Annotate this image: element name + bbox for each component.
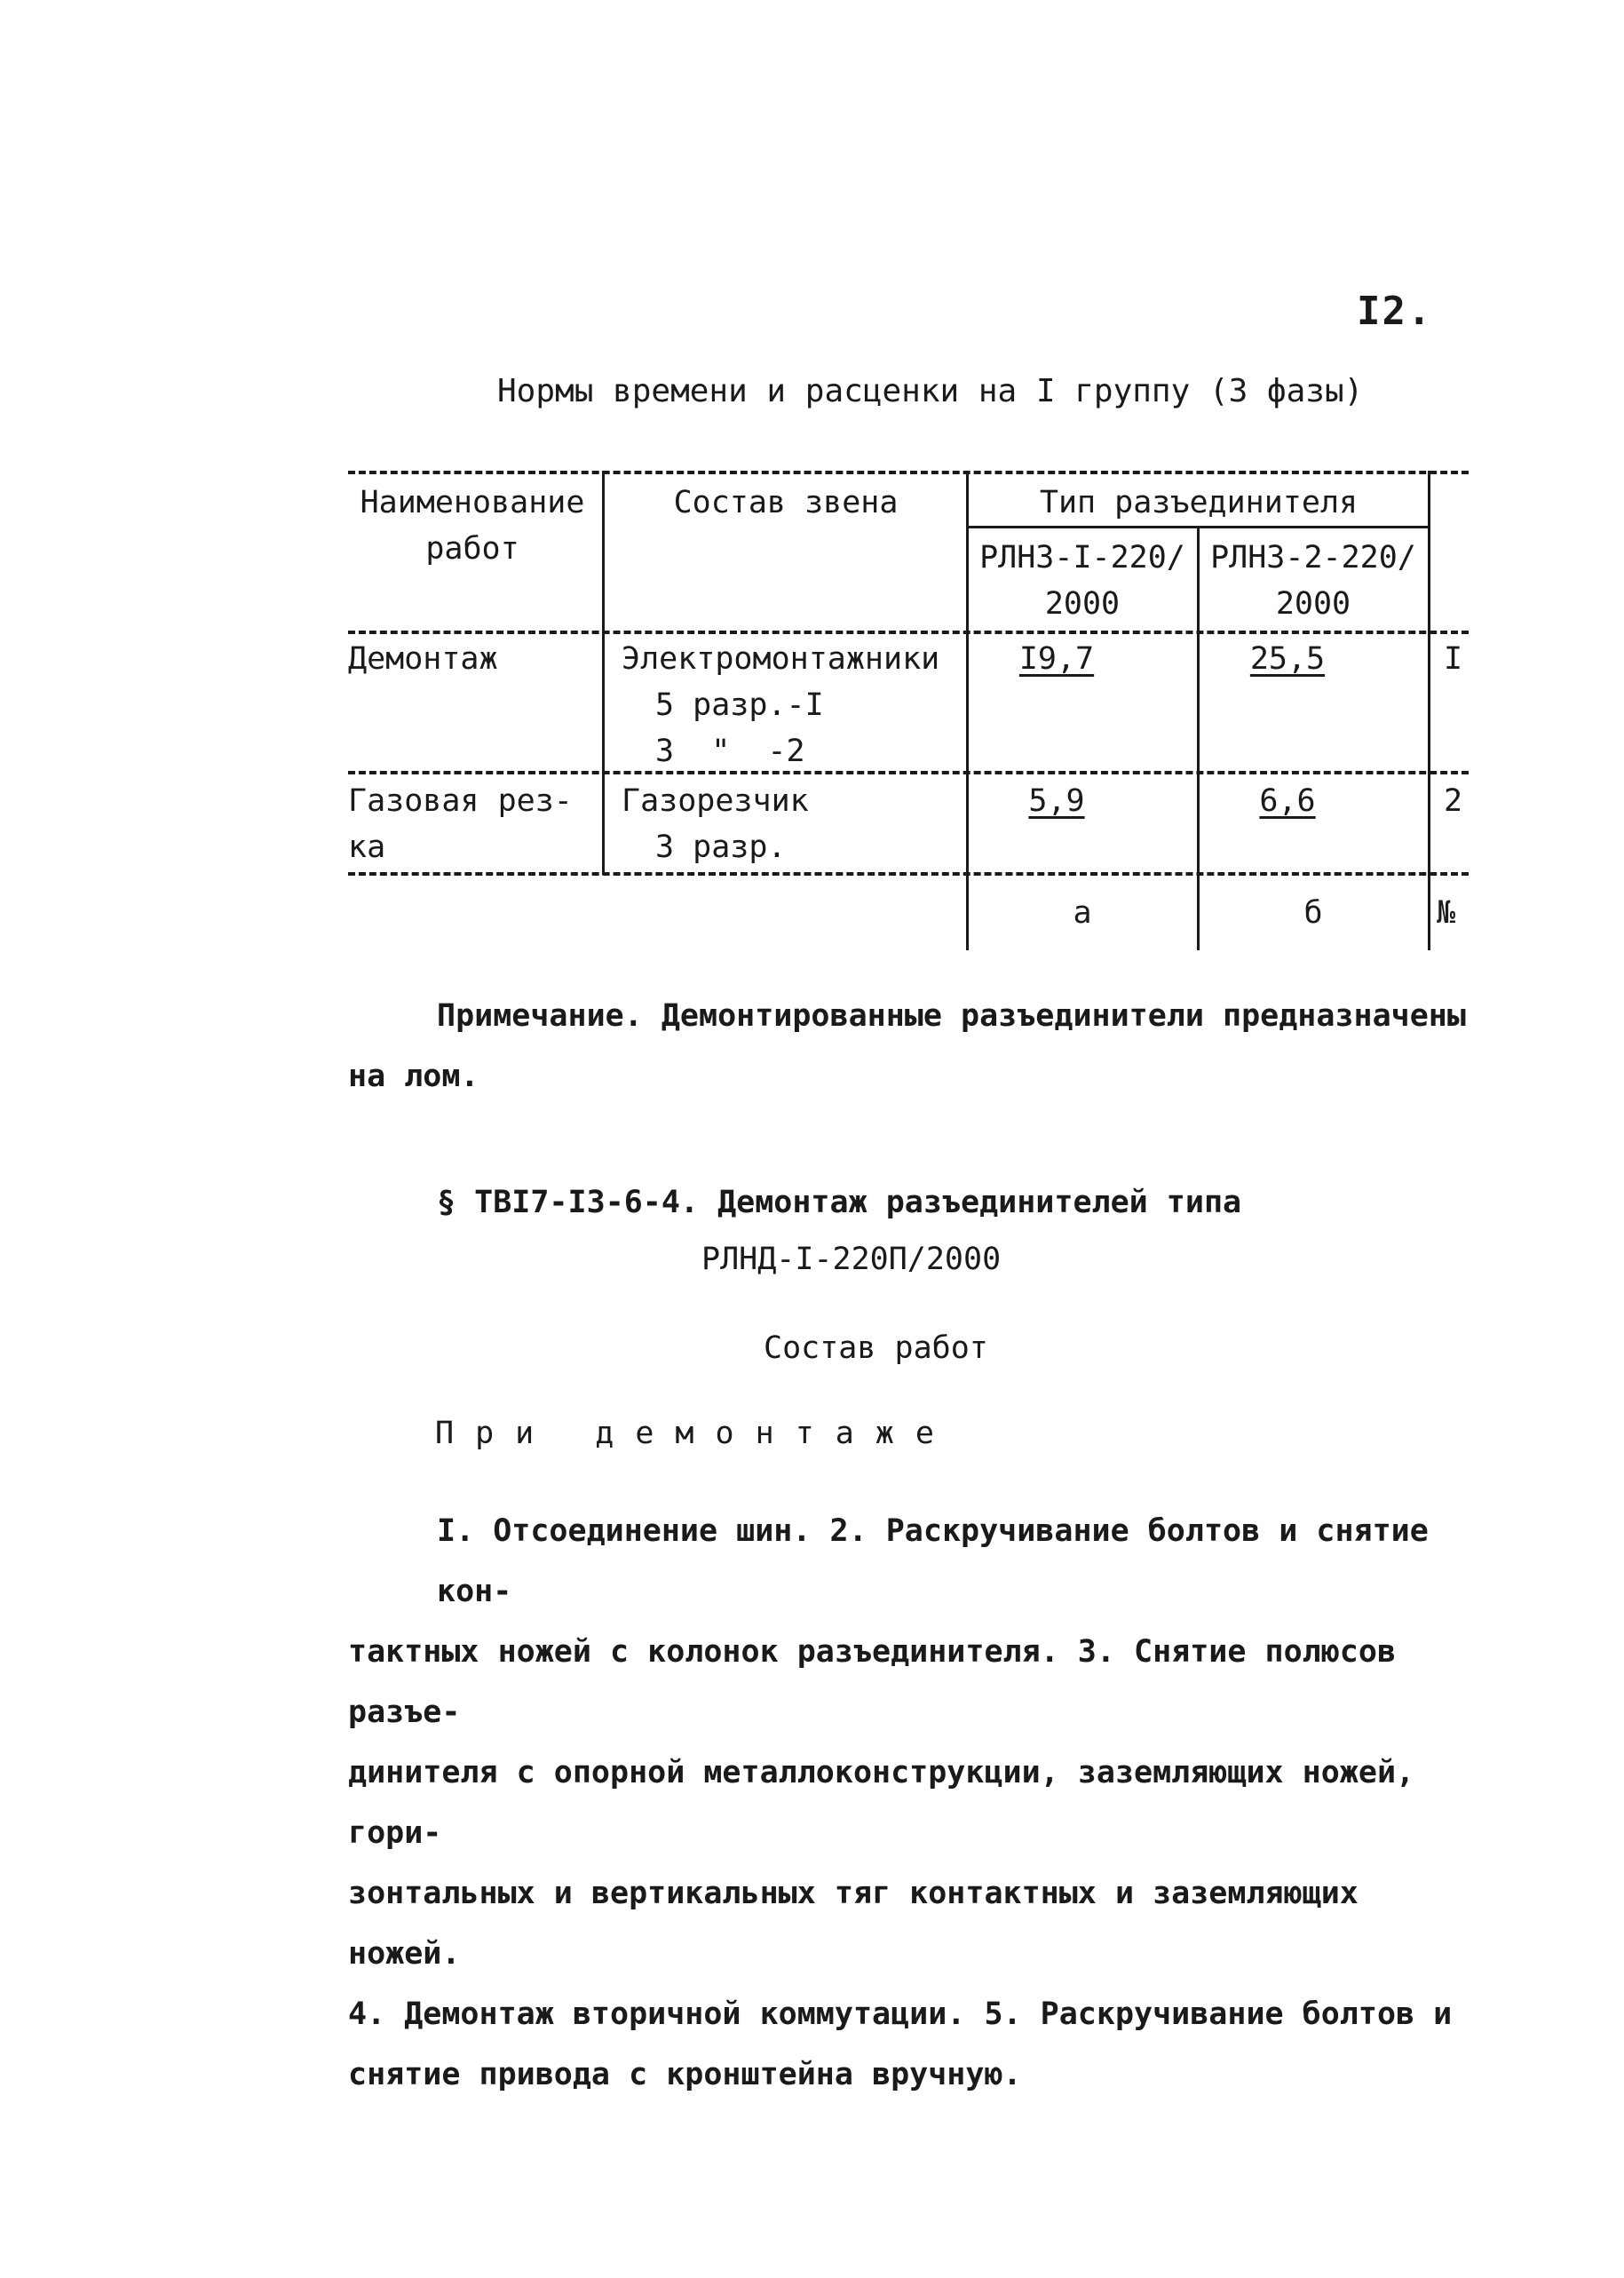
work-composition-paragraph: I. Отсоединение шин. 2. Раскручивание болтов и снятие кон- тактных ножей с колонок разъединителя. 3. Снятие полюсов разъе- динителя с опорной металлоконструкции, заземляющих ножей, гори- зонтальных и вертикальных тяг контактных и заземляющих ножей. 4. Демонтаж вторичной коммутации. 5. Раскручивание болтов и снятие привода с кронштейна вручную. xyxy=(348,1513,1453,2092)
col-divider-1 xyxy=(602,471,605,875)
row2-value-a: 5,9 xyxy=(1028,783,1085,819)
header-bottom-rule xyxy=(348,631,1469,634)
footer-label-a: а xyxy=(1073,895,1092,931)
section-subheading: При демонтаже xyxy=(435,1416,955,1451)
col-divider-4 xyxy=(1428,471,1430,950)
header-crew: Состав звена xyxy=(673,485,899,520)
header-type-group: Тип разъединителя xyxy=(1039,485,1359,520)
row1-crew: Электромонтажники 5 разр.-I 3 " -2 xyxy=(622,641,940,769)
row2-crew: Газорезчик 3 разр. xyxy=(622,783,809,865)
row2-number: 2 xyxy=(1444,783,1463,819)
header-type-a: РЛНЗ-I-220/ 2000 xyxy=(979,540,1185,622)
section-title: § ТВI7-I3-6-4. Демонтаж разъединителей типа xyxy=(437,1185,1242,1220)
page-number: I2. xyxy=(1357,289,1433,334)
row2-name: Газовая рез- ка xyxy=(348,783,573,865)
row1-number: I xyxy=(1444,641,1463,677)
section-title-model: РЛНД-I-220П/2000 xyxy=(701,1242,1002,1277)
row1-name: Демонтаж xyxy=(348,641,498,677)
note-line-2: на лом. xyxy=(348,1059,479,1094)
table-caption: Нормы времени и расценки на I группу (3 фазы) xyxy=(497,373,1364,409)
row2-value-b: 6,6 xyxy=(1259,783,1316,819)
header-work-name: Наименование работ xyxy=(360,485,585,567)
section-subtitle: Состав работ xyxy=(764,1330,988,1366)
row1-value-a: I9,7 xyxy=(1018,641,1095,677)
table-top-rule xyxy=(348,471,1469,474)
footer-label-b: б xyxy=(1303,895,1323,931)
note-line-1: Примечание. Демонтированные разъединители предназначены xyxy=(437,998,1466,1034)
footer-label-number: № xyxy=(1437,895,1456,931)
header-type-b: РЛНЗ-2-220/ 2000 xyxy=(1210,540,1416,622)
table-bottom-rule xyxy=(348,872,1469,876)
row1-value-b: 25,5 xyxy=(1249,641,1326,677)
